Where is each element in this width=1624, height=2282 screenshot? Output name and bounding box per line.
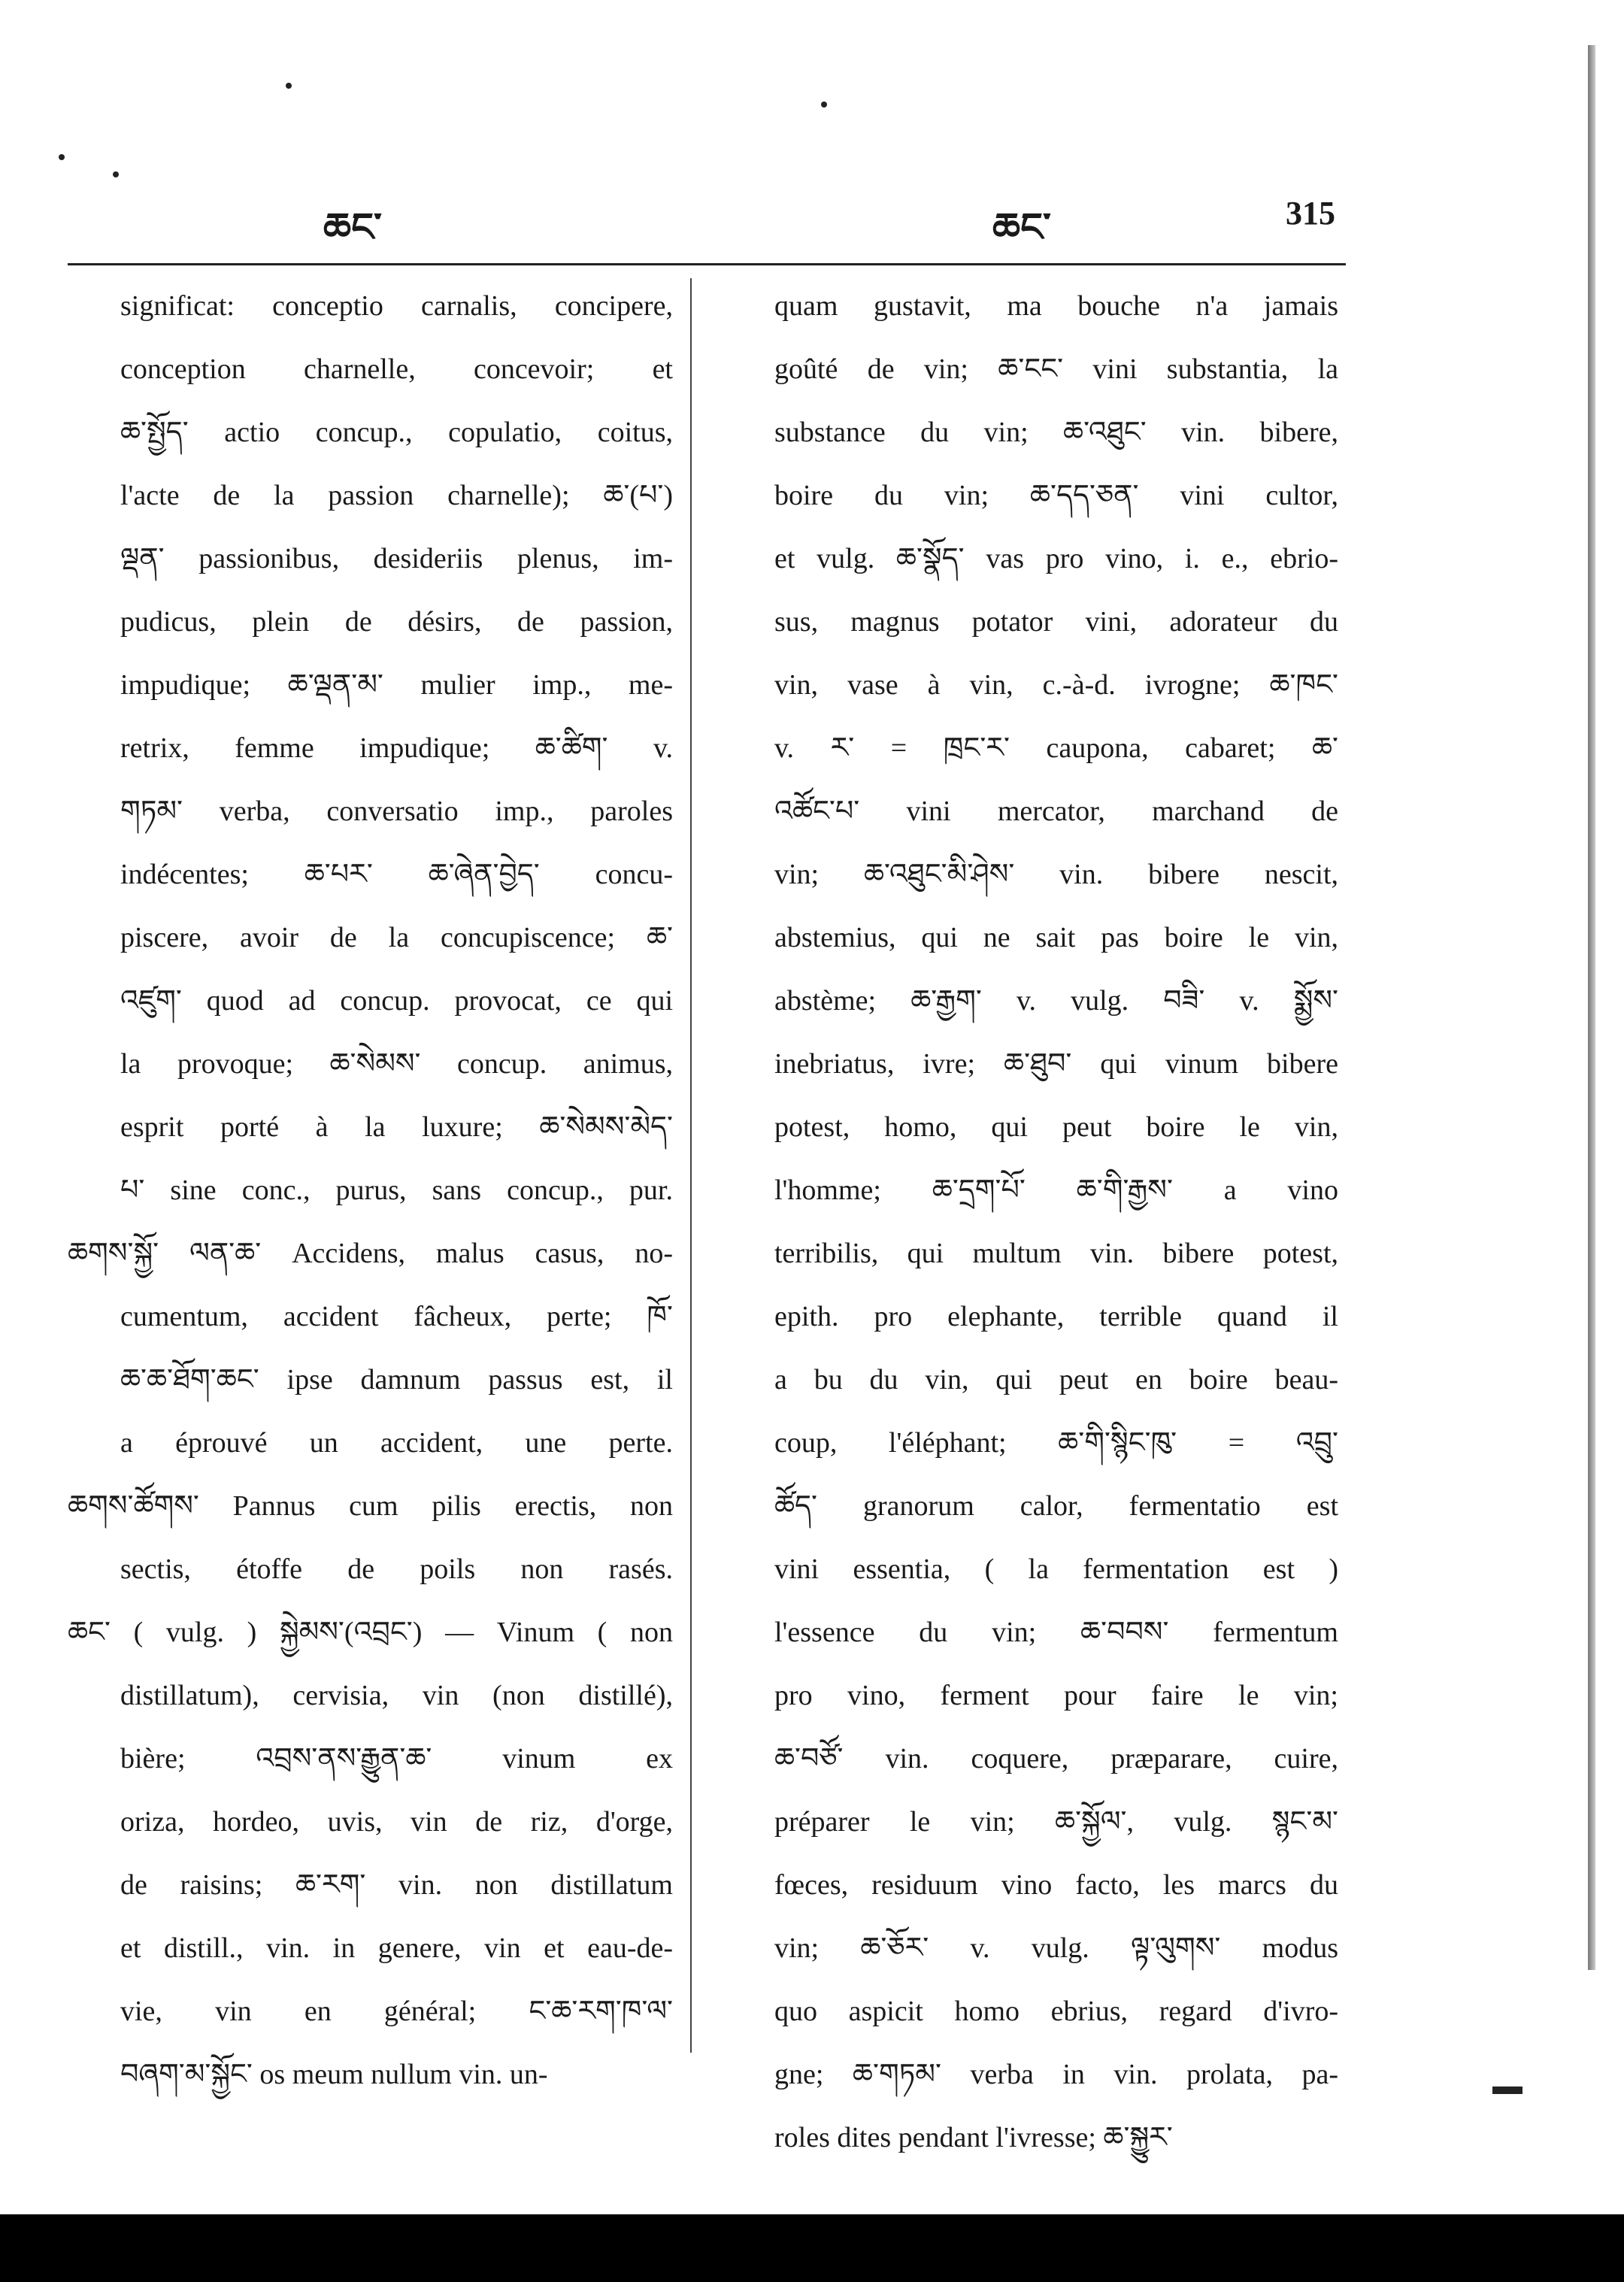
text-line: l'acte de la passion charnelle); ཆ་(པ་) — [120, 480, 673, 511]
text-line: terribilis, qui multum vin. bibere potest, — [774, 1238, 1338, 1269]
scan-speck — [286, 83, 292, 89]
text-line: ཆགས་སྐྱོ་ ལན་ཆ་ Accidens, malus casus, no- — [68, 1238, 673, 1269]
scan-speck — [821, 102, 827, 108]
text-line: a bu du vin, qui peut en boire beau- — [774, 1364, 1338, 1396]
text-line: coup, l'éléphant; ཆ་གི་སྙིང་ཁུ་ = འབྲུ་ — [774, 1427, 1338, 1459]
text-line: vie, vin en général; ང་ཆ་རག་ཁ་ལ་ — [120, 1996, 673, 2027]
text-line: l'essence du vin; ཆ་བབས་ fermentum — [774, 1617, 1338, 1648]
text-line: abstemius, qui ne sait pas boire le vin, — [774, 922, 1338, 953]
text-line: a éprouvé un accident, une perte. — [120, 1427, 673, 1459]
text-line: boire du vin; ཆ་དད་ཅན་ vini cultor, — [774, 480, 1338, 511]
text-line: piscere, avoir de la concupiscence; ཆ་ — [120, 922, 673, 953]
text-line: v. ར་ = ཁྲང་ར་ caupona, cabaret; ཆ་ — [774, 732, 1338, 764]
text-line: roles dites pendant l'ivresse; ཆ་སྐྱུར་ — [774, 2122, 1173, 2153]
text-line: ཆ་སྤྱོད་ actio concup., copulatio, coitus, — [120, 417, 673, 448]
text-line: པ་ sine conc., purus, sans concup., pur. — [120, 1174, 673, 1206]
text-line: l'homme; ཆ་དྲག་པོ་ ཆ་གི་རྒྱས་ a vino — [774, 1174, 1338, 1206]
text-line: retrix, femme impudique; ཆ་ཚིག་ v. — [120, 732, 673, 764]
text-line: cumentum, accident fâcheux, perte; ཁོ་ — [120, 1301, 673, 1332]
text-line: ཚོད་ granorum calor, fermentatio est — [774, 1490, 1338, 1522]
text-line: goûté de vin; ཆ་ངང་ vini substantia, la — [774, 353, 1338, 385]
column-separator — [690, 278, 692, 2053]
scan-speck — [113, 171, 119, 177]
text-line: substance du vin; ཆ་འཐུང་ vin. bibere, — [774, 417, 1338, 448]
running-head-left: ཆང་ — [323, 205, 382, 250]
text-line: quam gustavit, ma bouche n'a jamais — [774, 290, 1338, 322]
text-line: fœces, residuum vino facto, les marcs du — [774, 1869, 1338, 1901]
text-line: epith. pro elephante, terrible quand il — [774, 1301, 1338, 1332]
page-edge-shadow — [1588, 45, 1595, 1970]
text-line: abstème; ཆ་རྒྱག་ v. vulg. བཟི་ v. སྨྱོས་ — [774, 985, 1338, 1017]
text-line: de raisins; ཆ་རག་ vin. non distillatum — [120, 1869, 673, 1901]
text-line: potest, homo, qui peut boire le vin, — [774, 1111, 1338, 1143]
text-line: ཆང་ ( vulg. ) སྐྱེམས་(འབྲང་) — Vinum ( non — [68, 1617, 673, 1648]
text-line: impudique; ཆ་ལྡན་མ་ mulier imp., me- — [120, 669, 673, 701]
header-rule — [68, 263, 1346, 265]
text-line: sectis, étoffe de poils non rasés. — [120, 1553, 673, 1585]
text-line: ཆ་བཙོ་ vin. coquere, præparare, cuire, — [774, 1743, 1338, 1774]
text-line: significat: conceptio carnalis, concipere, — [120, 290, 673, 322]
margin-mark — [1492, 2087, 1522, 2094]
text-line: vin, vase à vin, c.-à-d. ivrogne; ཆ་ཁང་ — [774, 669, 1338, 701]
text-line: ཆ་ཆ་ཐོག་ཆང་ ipse damnum passus est, il — [120, 1364, 673, 1396]
left-column — [68, 274, 673, 2106]
text-line: vin; ཆ་ཅོར་ v. vulg. ལྟ་ལུགས་ modus — [774, 1932, 1338, 1964]
text-line: vini essentia, ( la fermentation est ) — [774, 1553, 1338, 1585]
text-line: འཚོང་པ་ vini mercator, marchand de — [774, 796, 1338, 827]
text-line: quo aspicit homo ebrius, regard d'ivro- — [774, 1996, 1338, 2027]
text-line: la provoque; ཆ་སེམས་ concup. animus, — [120, 1048, 673, 1080]
text-line: ལྡན་ passionibus, desideriis plenus, im- — [120, 543, 673, 574]
text-line: et distill., vin. in genere, vin et eau-de- — [120, 1932, 673, 1964]
scan-speck — [59, 154, 65, 160]
text-line: et vulg. ཆ་སྣོད་ vas pro vino, i. e., ebrio- — [774, 543, 1338, 574]
text-line: vin; ཆ་འཐུང་མི་ཤེས་ vin. bibere nescit, — [774, 859, 1338, 890]
text-line: distillatum), cervisia, vin (non distillé), — [120, 1680, 673, 1711]
text-line: bière; འབྲས་ནས་རྒྱུན་ཆ་ vinum ex — [120, 1743, 673, 1774]
text-line: pudicus, plein de désirs, de passion, — [120, 606, 673, 638]
text-line: esprit porté à la luxure; ཆ་སེམས་མེད་ — [120, 1111, 673, 1143]
running-head-right: ཆང་ — [992, 205, 1051, 250]
scan-footer-bar — [0, 2214, 1624, 2282]
text-line: pro vino, ferment pour faire le vin; — [774, 1680, 1338, 1711]
page-number: 315 — [1286, 195, 1335, 232]
text-line: བཞག་མ་སྐྱོང་ os meum nullum vin. un- — [120, 2059, 548, 2090]
text-line: conception charnelle, concevoir; et — [120, 353, 673, 385]
text-line: gne; ཆ་གཏམ་ verba in vin. prolata, pa- — [774, 2059, 1338, 2090]
text-line: oriza, hordeo, uvis, vin de riz, d'orge, — [120, 1806, 673, 1838]
right-column — [774, 274, 1338, 2169]
text-line: inebriatus, ivre; ཆ་ཐུབ་ qui vinum bibere — [774, 1048, 1338, 1080]
text-line: གཏམ་ verba, conversatio imp., paroles — [120, 796, 673, 827]
text-line: indécentes; ཆ་པར་ ཆ་ཞེན་བྱེད་ concu- — [120, 859, 673, 890]
text-line: préparer le vin; ཆ་སྐྱོལ་, vulg. སྙང་མ་ — [774, 1806, 1338, 1838]
text-line: sus, magnus potator vini, adorateur du — [774, 606, 1338, 638]
text-line: འཛུག་ quod ad concup. provocat, ce qui — [120, 985, 673, 1017]
text-line: ཆགས་ཚོགས་ Pannus cum pilis erectis, non — [68, 1490, 673, 1522]
